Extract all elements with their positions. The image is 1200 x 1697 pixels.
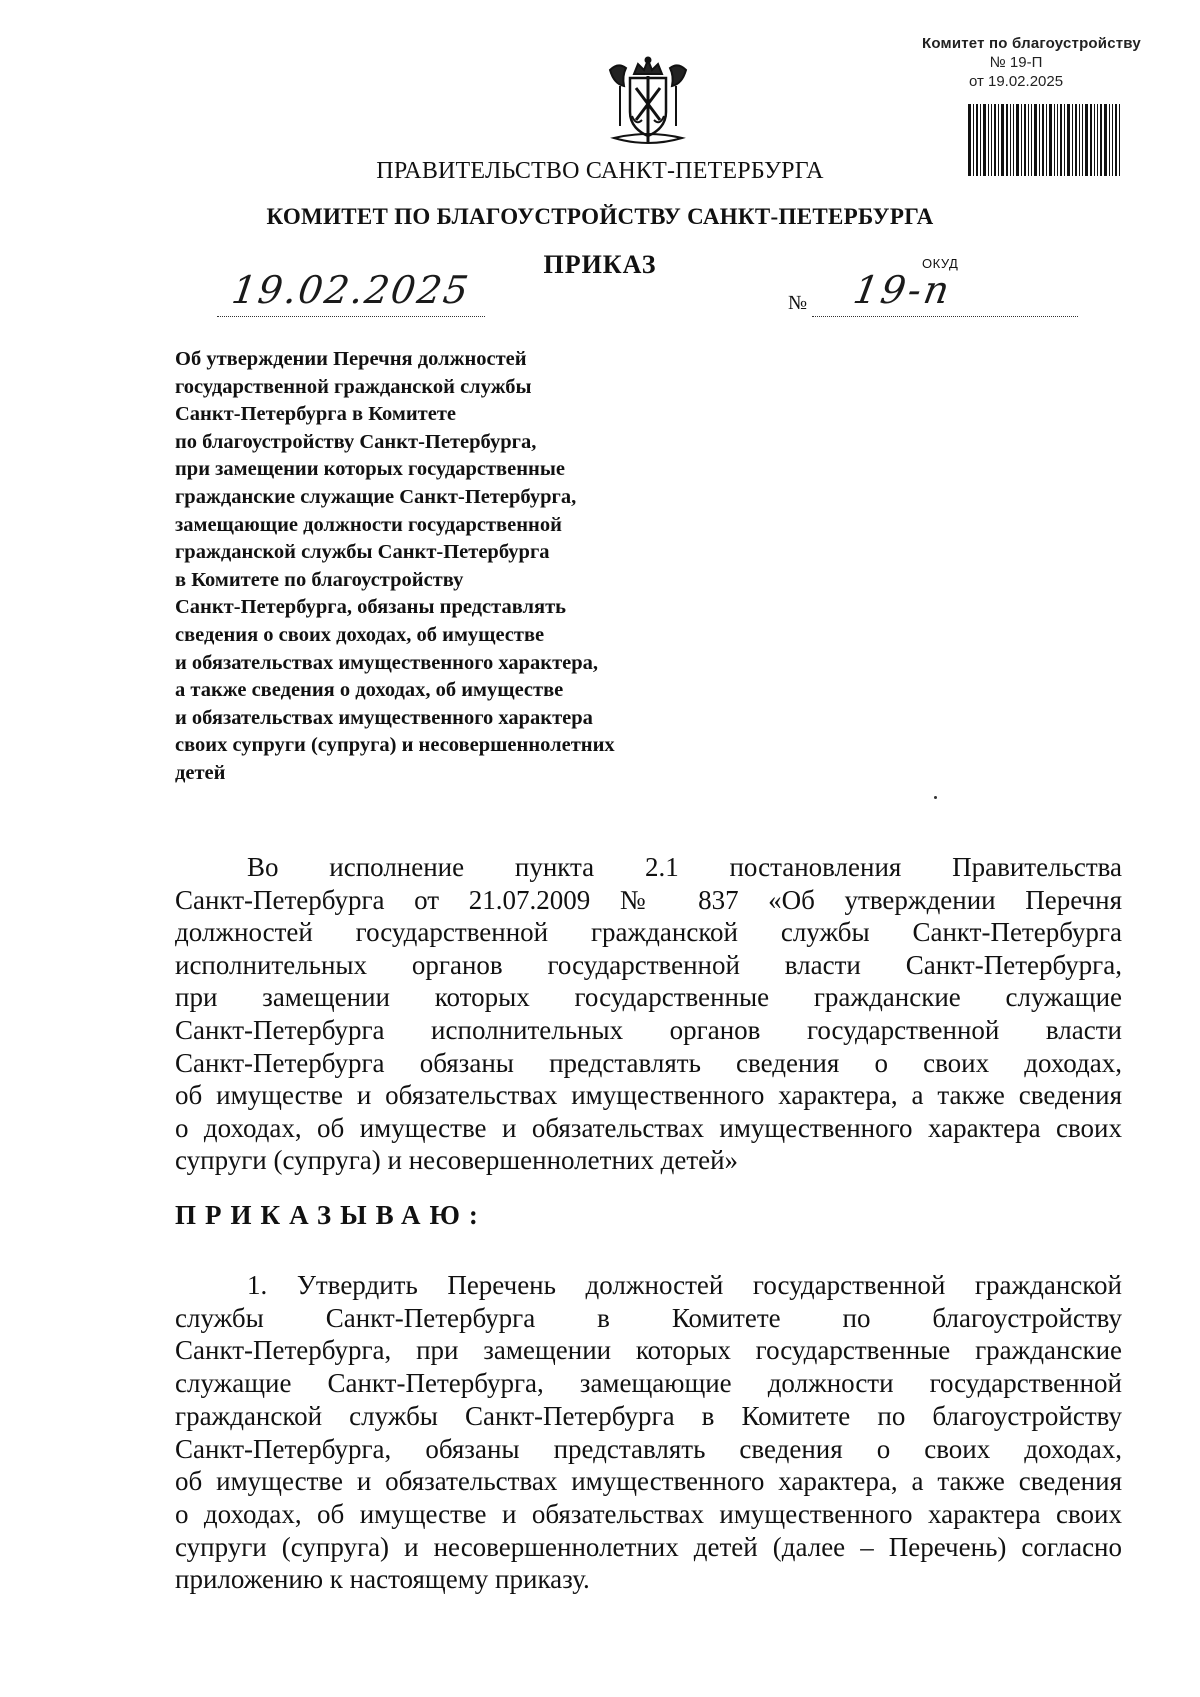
subject-line: и обязательствах имущественного характера,	[175, 651, 599, 674]
subject-line: Санкт-Петербурга, обязаны представлять	[175, 596, 567, 619]
subject-line: сведения о своих доходах, об имуществе	[175, 623, 545, 646]
subject-line: Санкт-Петербурга в Комитете	[175, 403, 457, 426]
subject-line: детей	[175, 761, 226, 784]
preamble-line: должностей государственной гражданской службы Санкт-Петербурга	[175, 917, 1122, 948]
item-line: службы Санкт-Петербурга в Комитете по благоустройству	[175, 1302, 1122, 1333]
item-line: Санкт-Петербурга, при замещении которых государственные гражданские	[175, 1335, 1122, 1366]
preamble-line: Санкт-Петербурга от 21.07.2009 № 837 «Об утверждении Перечня	[175, 884, 1122, 915]
registration-date: от 19.02.2025	[968, 73, 1064, 90]
item-line: о доходах, об имуществе и обязательствах имущественного характера своих	[175, 1498, 1122, 1529]
item-line: служащие Санкт-Петербурга, замещающие должности государственной	[175, 1368, 1122, 1399]
preamble-line: о доходах, об имуществе и обязательствах имущественного характера своих	[175, 1112, 1122, 1143]
subject-line: своих супруги (супруга) и несовершеннолетних	[175, 734, 615, 757]
item-line: Санкт-Петербурга, обязаны представлять сведения о своих доходах,	[175, 1433, 1122, 1464]
registration-number: № 19-П	[989, 54, 1043, 71]
subject-line: государственной гражданской службы	[175, 375, 532, 398]
registration-stamp	[922, 34, 1162, 91]
order-number-label: №	[788, 292, 808, 314]
item-line: приложению к настоящему приказу.	[175, 1564, 590, 1595]
order-item-1	[175, 1269, 1122, 1596]
preamble-line: при замещении которых государственные гражданские служащие	[175, 982, 1122, 1013]
order-date-handwritten: 19.02.2025	[229, 268, 473, 312]
coat-of-arms-icon	[604, 56, 692, 148]
preamble-line: исполнительных органов государственной власти Санкт-Петербурга,	[175, 949, 1122, 980]
preamble-line: об имуществе и обязательствах имущественного характера, а также сведения	[175, 1080, 1122, 1111]
preamble-line: супруги (супруга) и несовершеннолетних детей»	[175, 1145, 739, 1176]
registration-organization: Комитет по благоустройству	[922, 35, 1141, 52]
preamble-line: Санкт-Петербурга исполнительных органов государственной власти	[175, 1014, 1122, 1045]
subject-line: в Комитете по благоустройству	[175, 568, 464, 591]
subject-line: Об утверждении Перечня должностей	[175, 348, 527, 370]
order-subject	[175, 346, 735, 788]
order-date-field	[217, 270, 485, 317]
subject-line: и обязательствах имущественного характера	[175, 706, 593, 729]
document-type-title: ПРИКАЗ	[543, 250, 657, 279]
item-line: супруги (супруга) и несовершеннолетних детей (далее – Перечень) согласно	[175, 1531, 1122, 1562]
subject-line: по благоустройству Санкт-Петербурга,	[175, 430, 537, 453]
government-title: ПРАВИТЕЛЬСТВО САНКТ-ПЕТЕРБУРГА	[376, 158, 824, 184]
item-line: об имуществе и обязательствах имущественного характера, а также сведения	[175, 1466, 1122, 1497]
scan-speck	[934, 796, 937, 799]
item-line: 1. Утвердить Перечень должностей государственной гражданской	[247, 1270, 1122, 1300]
committee-title: КОМИТЕТ ПО БЛАГОУСТРОЙСТВУ САНКТ-ПЕТЕРБУРГА	[266, 204, 934, 229]
preamble-line: Санкт-Петербурга обязаны представлять сведения о своих доходах,	[175, 1047, 1122, 1078]
item-line: гражданской службы Санкт-Петербурга в Комитете по благоустройству	[175, 1400, 1122, 1431]
subject-line: при замещении которых государственные	[175, 458, 565, 481]
preamble-line: Во исполнение пункта 2.1 постановления Правительства	[247, 852, 1122, 882]
order-number-field	[812, 270, 1078, 317]
preamble-paragraph	[175, 851, 1122, 1177]
subject-line: гражданской службы Санкт-Петербурга	[175, 541, 550, 564]
subject-line: гражданские служащие Санкт-Петербурга,	[175, 485, 577, 508]
order-verb-heading: ПРИКАЗЫВАЮ:	[175, 1200, 487, 1230]
okud-label: ОКУД	[922, 256, 959, 271]
subject-line: замещающие должности государственной	[175, 513, 562, 536]
order-number-handwritten: 19-п	[850, 268, 956, 312]
subject-line: а также сведения о доходах, об имуществе	[175, 679, 564, 702]
